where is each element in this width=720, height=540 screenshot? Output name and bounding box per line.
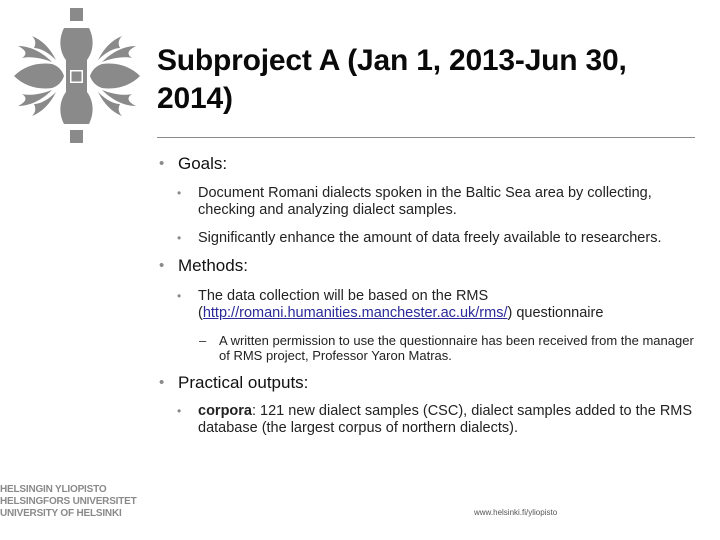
footer-url: www.helsinki.fi/yliopisto xyxy=(474,508,558,517)
bullet-icon: • xyxy=(177,186,182,200)
university-name-en: UNIVERSITY OF HELSINKI xyxy=(0,508,122,519)
slide-body xyxy=(157,152,697,437)
methods-heading xyxy=(157,256,697,276)
university-name-sv: HELSINGFORS UNIVERSITET xyxy=(0,496,137,507)
goals-item-text: Document Romani dialects spoken in the Baltic Sea area by collecting, checking and analyzing dialect samples. xyxy=(198,185,652,218)
outputs-item xyxy=(157,403,697,437)
bullet-icon: • xyxy=(177,404,182,418)
goals-item xyxy=(157,185,697,219)
goals-label: Goals: xyxy=(178,154,228,173)
university-logo-icon xyxy=(6,6,148,146)
outputs-heading xyxy=(157,373,697,393)
methods-item-suffix: ) questionnaire xyxy=(507,305,604,321)
outputs-label: Practical outputs: xyxy=(178,373,309,392)
university-name-logotype xyxy=(0,484,137,520)
slide-title: Subproject A (Jan 1, 2013-Jun 30, 2014) xyxy=(157,44,627,115)
methods-label: Methods: xyxy=(178,256,248,275)
methods-sub-item-text: A written permission to use the questionnaire has been received from the manager of RMS project, Professor Yaron Matras. xyxy=(219,333,694,363)
goals-heading xyxy=(157,154,697,174)
bullet-icon: • xyxy=(177,231,182,245)
goals-item xyxy=(157,230,697,247)
goals-item-text: Significantly enhance the amount of data freely available to researchers. xyxy=(198,230,662,246)
bullet-icon: • xyxy=(159,257,165,274)
methods-item xyxy=(157,288,697,322)
bullet-icon: • xyxy=(159,155,165,172)
dash-bullet-icon: – xyxy=(199,333,207,348)
methods-item-prefix: The data collection will be based on the RMS ( xyxy=(198,288,489,321)
outputs-item-bold: corpora xyxy=(198,403,252,419)
outputs-item-rest: : 121 new dialect samples (CSC), dialect samples added to the RMS database (the largest corpus of northern dialects). xyxy=(198,403,693,436)
title-divider xyxy=(157,137,695,138)
bullet-icon: • xyxy=(159,374,165,391)
methods-sub-item xyxy=(157,333,697,363)
bullet-icon: • xyxy=(177,289,182,303)
university-name-fi: HELSINGIN YLIOPISTO xyxy=(0,484,107,495)
rms-link[interactable]: http://romani.humanities.manchester.ac.uk/rms/ xyxy=(202,305,508,321)
